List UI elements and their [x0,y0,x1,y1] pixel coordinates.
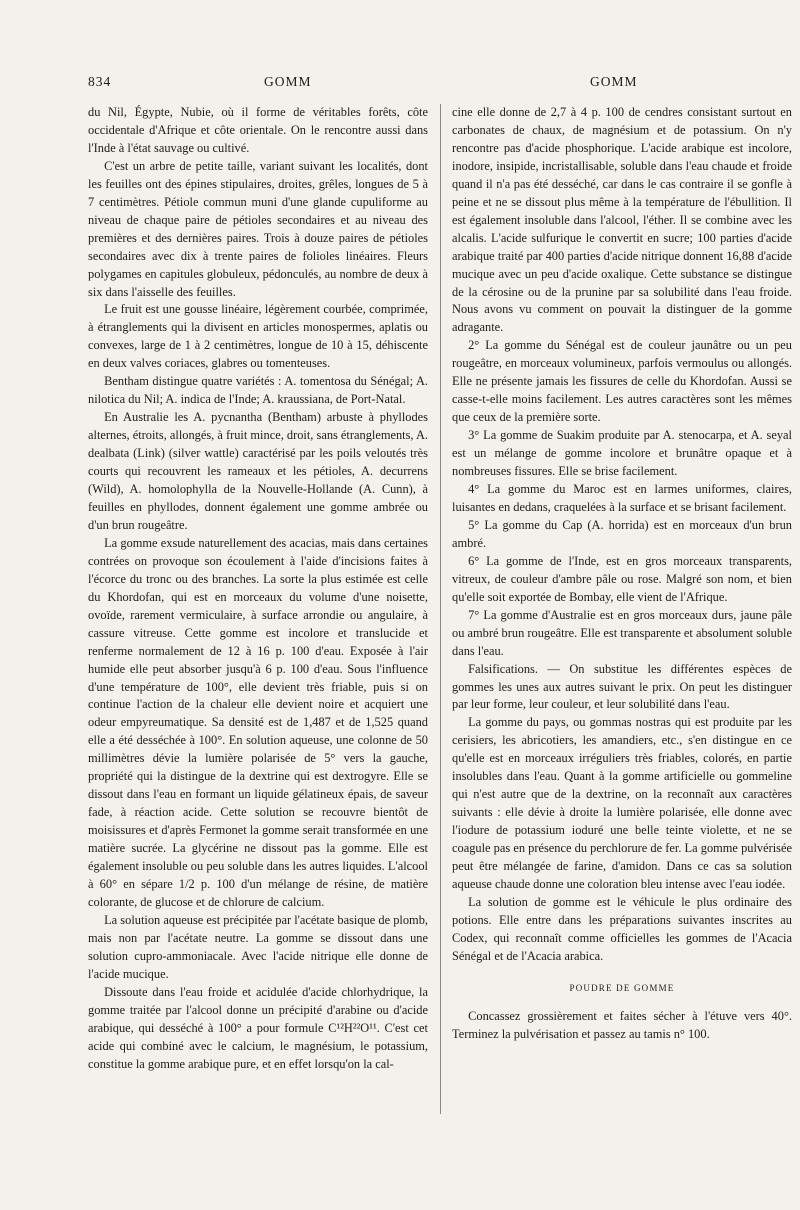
paragraph: 4° La gomme du Maroc est en larmes uniformes, claires, luisantes en dedans, craquelées à la surface et se brisant facilement. [452,482,792,514]
paragraph: La solution aqueuse est précipitée par l'acétate basique de plomb, mais non par l'acétate neutre. La gomme se dissout dans une solution cupro-ammoniacale. Avec l'acide nitrique elle donne de l'acide mucique. [88,912,428,981]
paragraph: Falsifications. — On substitue les différentes espèces de gommes les unes aux autres suivant le prix. On peut les distinguer par leur forme, leur couleur, et leur solubilité dans l'eau. [452,661,792,712]
left-column [88,104,428,1073]
paragraph: C'est un arbre de petite taille, variant suivant les localités, dont les feuilles ont des épines stipulaires, droites, grêles, longues de 5 à 7 centimètres. Pétiole commun muni d'une glande cupuliforme au niveau de chaque paire de pétioles secondaires et au niveau des premières et des dernières paires. Trois à douze paires de pétioles secondaires avec dix à trente paires de folioles linéaires. Fleurs polygames en capitules globuleux, pédonculés, au nombre de deux à six dans l'aisselle des feuilles. [88,158,428,299]
paragraph: 7° La gomme d'Australie est en gros morceaux durs, jaune pâle ou ambré brun rougeâtre. Elle est transparente et absolument soluble dans l'eau. [452,607,792,658]
paragraph: 2° La gomme du Sénégal est de couleur jaunâtre ou un peu rougeâtre, en morceaux volumineux, parfois vermoulus ou allongés. Elle ne présente jamais les fissures de celle du Khordofan. Aussi se casse-t-elle moins facilement. Les autres caractères sont les mêmes que ceux de la première sorte. [452,338,792,425]
paragraph: du Nil, Égypte, Nubie, où il forme de véritables forêts, côte occidentale d'Afrique et côte orientale. On le rencontre aussi dans l'Inde à l'état sauvage ou cultivé. [88,105,428,155]
paragraph: La gomme exsude naturellement des acacias, mais dans certaines contrées on provoque son écoulement à l'aide d'incisions faites à l'écorce du tronc ou des branches. La sorte la plus estimée est celle du Khordofan, qui est en morceaux du volume d'une noisette, ovoïde, rarement vermiculaire, à surface arrondie ou angulaire, à cassure vitreuse. Cette gomme est incolore et translucide et renferme normalement de 12 à 16 p. 100 d'eau. Exposée à l'air humide elle peut absorber jusqu'à 6 p. 100 d'eau. Sous l'influence d'une température de 100°, elle devient très friable, puis si on continue l'action de la chaleur elle devient noire et acquiert une odeur empyreumatique. Sa densité est de 1,487 et de 1,525 quand elle a été desséchée à 100°. En solution aqueuse, une colonne de 50 millimètres dévie la lumière polarisée de 5° vers la gauche, propriété qui la distingue de la dextrine qui est dextrogyre. Elle se dissout dans l'eau en formant un liquide gélatineux épais, de saveur fade, à réaction acide. Cette solution se recouvre bientôt de moisissures et d'après Fermonet la gomme serait transformée en une matière sucrée. La glycérine ne dissout pas la gomme. Elle est également insoluble ou peu soluble dans les autres liquides. L'alcool à 60° en sépare 1/2 p. 100 d'un mélange de résine, de matière colorante, de glucose et de chlorure de calcium. [88,535,428,909]
paragraph: La gomme du pays, ou gommas nostras qui est produite par les cerisiers, les abricotiers, les amandiers, etc., s'en distingue en ce qu'elle est en morceaux irréguliers très friables, colorés, en partie insolubles dans l'eau. Quant à la gomme artificielle ou gommeline qui n'est autre que de la dextrine, on la reconnaît aux caractères suivants : elle dévie à droite la lumière polarisée, elle donne avec l'iodure de potassium ioduré une belle teinte violette, et ne se coagule pas en présence du perchlorure de fer. La gomme pulvérisée peut être mélangée de farine, d'amidon. Dans ce cas sa solution aqueuse chaude donne une coloration bleu intense avec l'eau iodée. [452,715,792,891]
paragraph: 6° La gomme de l'Inde, est en gros morceaux transparents, vitreux, de couleur d'ambre pâle ou rose. Malgré son nom, et bien qu'elle soit exportée de Bombay, elle vient de l'Afrique. [452,553,792,604]
left-running-head: GOMM [264,74,312,89]
paragraph: cine elle donne de 2,7 à 4 p. 100 de cendres consistant surtout en carbonates de chaux, de magnésium et de potassium. On n'y rencontre pas d'acide phosphorique. L'acide arabique est incolore, inodore, insipide, incristallisable, soluble dans l'eau chaude et froide quand il n'a pas été desséché, car dans le cas contraire il se gonfle à peine et ne se dissout plus même à la température de l'ébullition. Il est également insoluble dans l'alcool, l'éther. Il se combine avec les alcalis. L'acide sulfurique le convertit en sucre; 100 parties d'acide arabique traité par 400 parties d'acide nitrique donnent 16,88 d'acide mucique avec un peu d'acide oxalique. Cette substance se distingue de la cérosine ou de la prunine par sa solubilité dans l'eau froide. Nous avons vu comment on pouvait la distinguer de la gomme adragante. [452,105,792,335]
section-title: POUDRE DE GOMME [569,982,675,993]
paragraph: En Australie les A. pycnantha (Bentham) arbuste à phyllodes alternes, étroits, allongés, à fruit mince, droit, sans étranglements, A. dealbata (Link) (silver wattle) caractérisé par les poils veloutés très courts qui recouvrent les rameaux et les pétioles, A. decurrens (Wild), A. homolophylla de la Nouvelle-Hollande (A. Cunn), à feuilles en phyllodes, donnent également une gomme ambrée ou d'un brun rougeâtre. [88,410,428,532]
right-column [452,104,792,1044]
running-header [88,74,734,96]
paragraph: La solution de gomme est le véhicule le plus ordinaire des potions. Elle entre dans les préparations suivantes inscrites au Codex, qui reconnaît comme officielles les gommes de l'Acacia Sénégal et de l'Acacia arabica. [452,894,792,963]
column-divider [440,104,441,1114]
paragraph: Dissoute dans l'eau froide et acidulée d'acide chlorhydrique, la gomme traitée par l'alcool donne un précipité d'arabine ou d'acide arabique, qui desséché à 100° a pour formule C¹²H²²O¹¹. C'est cet acide qui combiné avec le calcium, le magnésium, le potassium, constitue la gomme arabique pure, et en effet lorsqu'on la cal- [88,984,428,1071]
right-running-head: GOMM [590,74,638,89]
paragraph: Le fruit est une gousse linéaire, légèrement courbée, comprimée, à étranglements qui la divisent en articles monospermes, aplatis ou convexes, large de 1 à 2 centimètres, longue de 10 à 15, déhiscente en deux valves coriaces, glabres ou tomenteuses. [88,302,428,371]
paragraph: Concassez grossièrement et faites sécher à l'étuve vers 40°. Terminez la pulvérisation et passez au tamis n° 100. [452,1008,792,1041]
paragraph: Bentham distingue quatre variétés : A. tomentosa du Sénégal; A. nilotica du Nil; A. indica de l'Inde; A. kraussiana, de Port-Natal. [88,374,428,407]
page-number: 834 [88,74,112,89]
paragraph: 3° La gomme de Suakim produite par A. stenocarpa, et A. seyal est un mélange de gomme incolore et brunâtre opaque et à nombreuses fissures. Elle se brise facilement. [452,428,792,479]
paragraph: 5° La gomme du Cap (A. horrida) est en morceaux d'un brun ambré. [452,517,792,550]
